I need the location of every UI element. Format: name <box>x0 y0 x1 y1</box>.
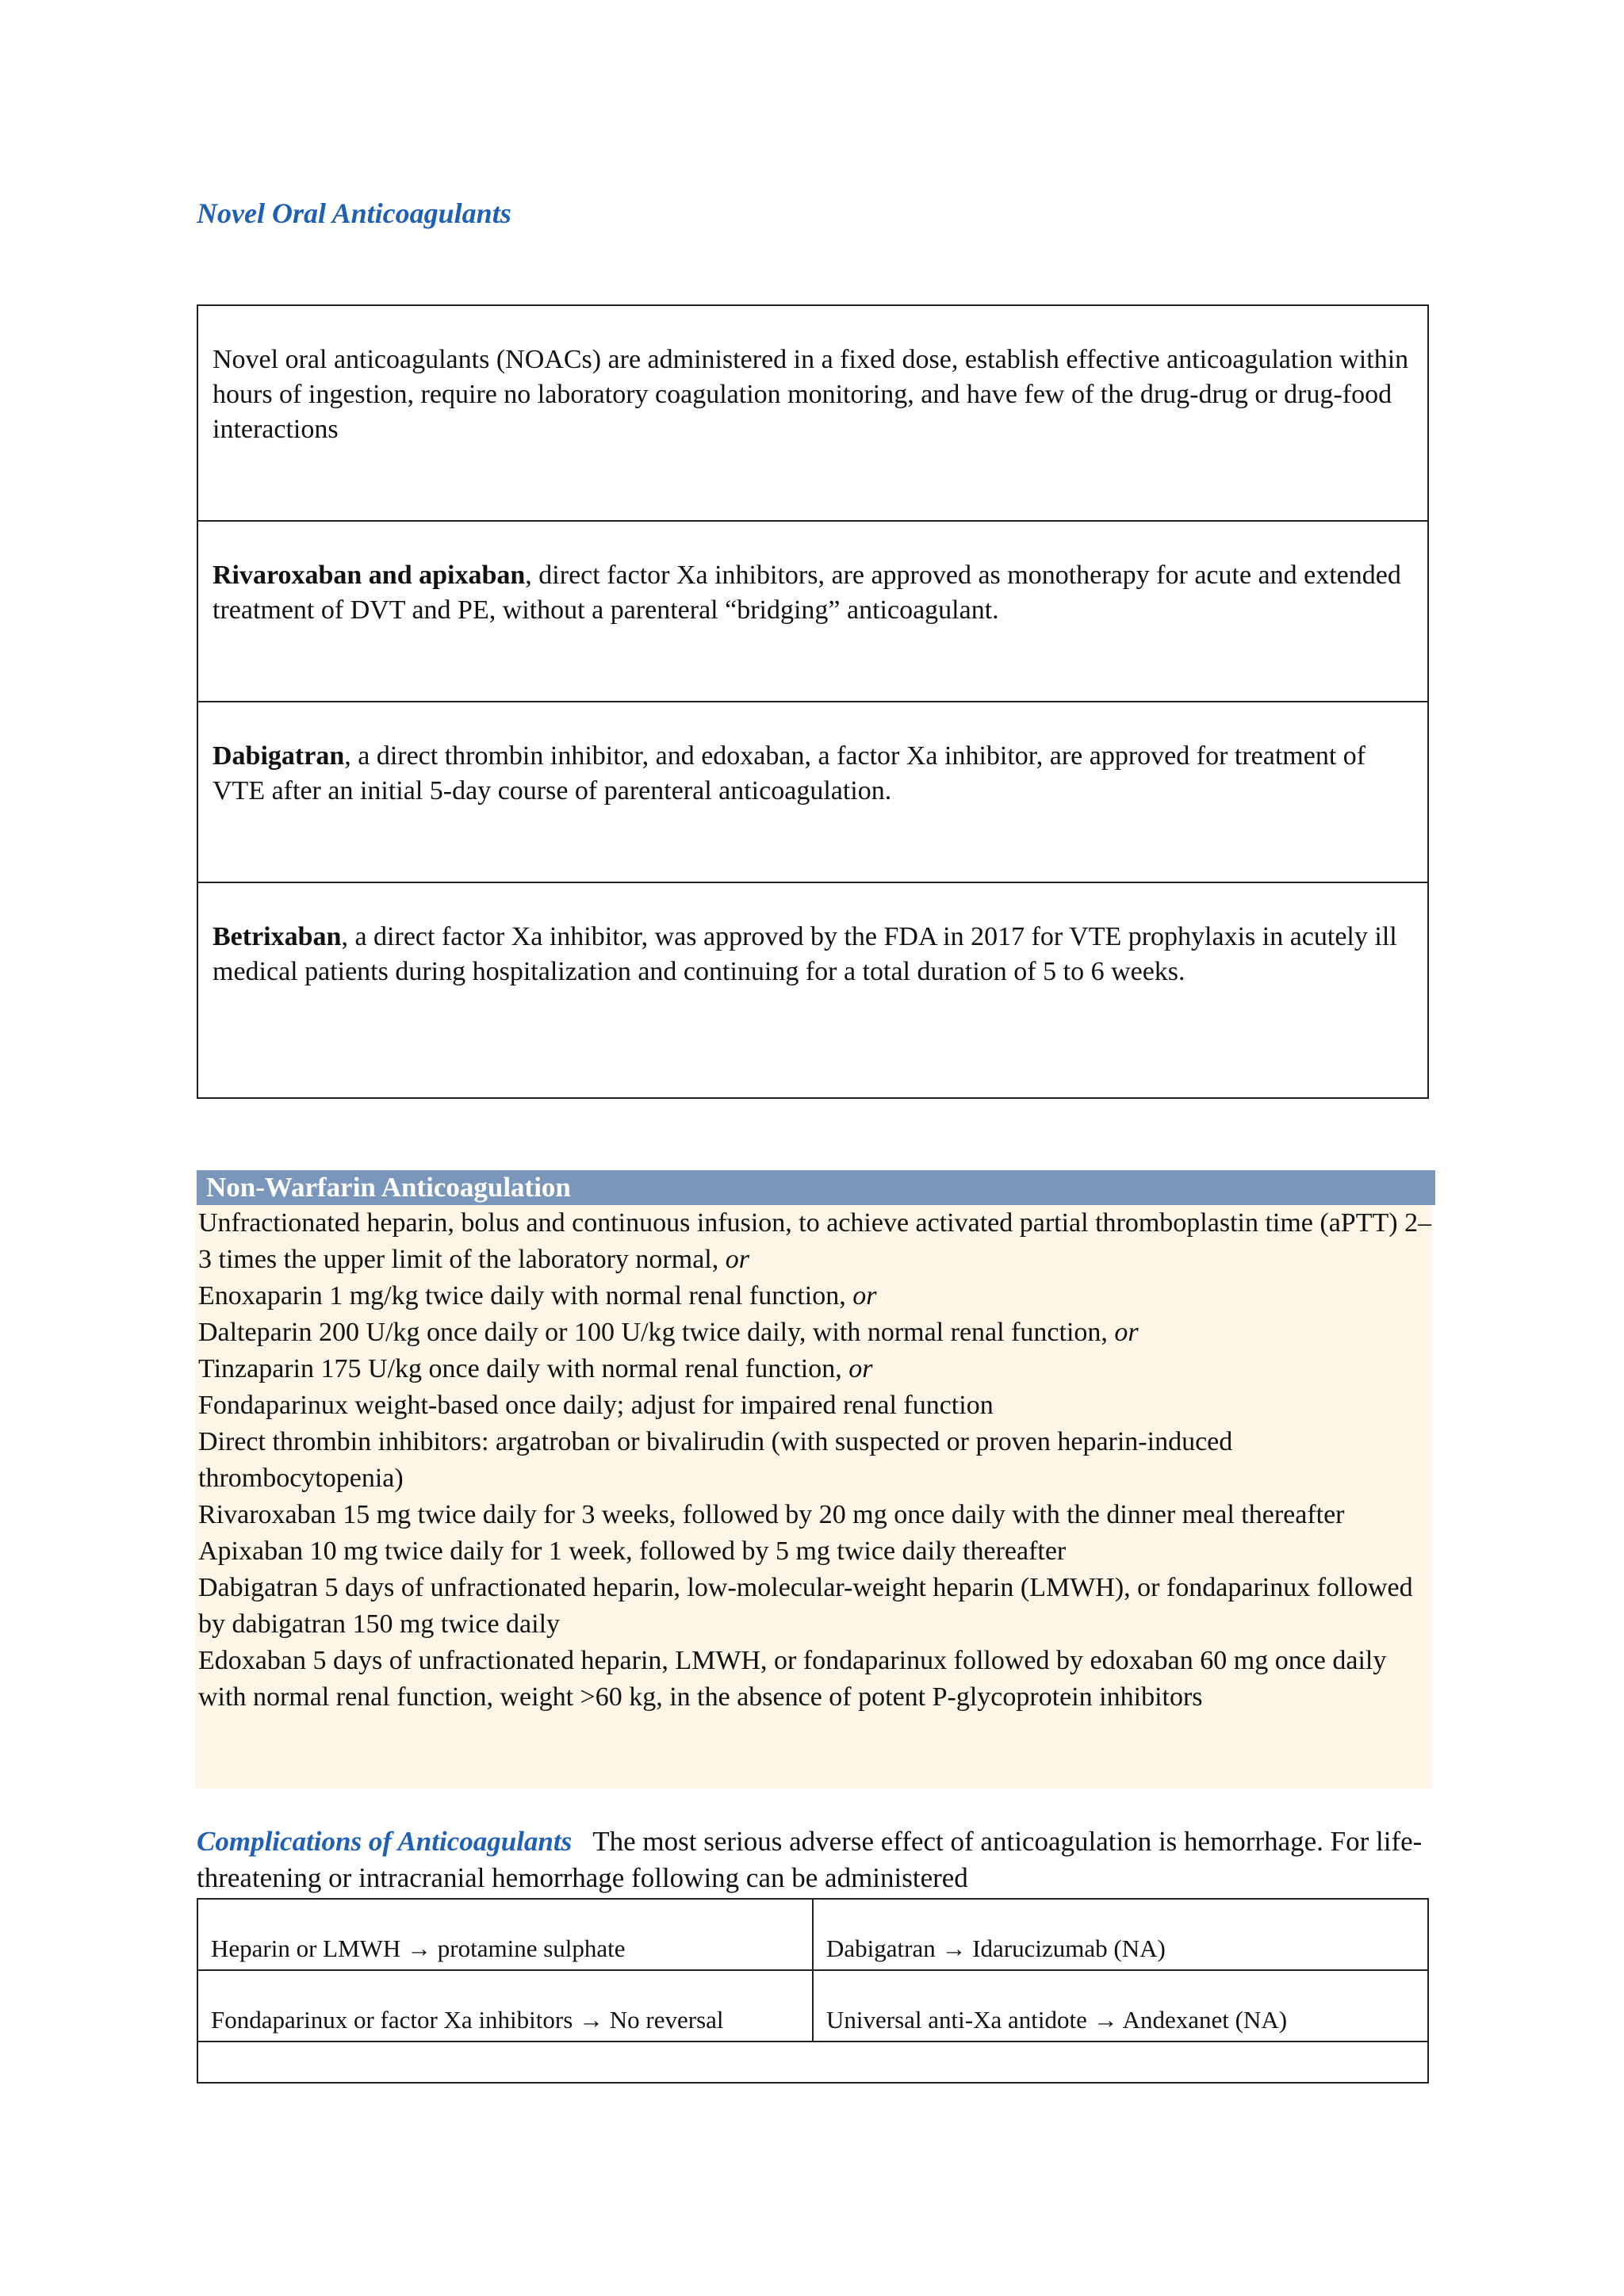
list-item <box>198 1643 1432 1716</box>
list-item <box>198 1570 1432 1643</box>
noac-row <box>197 305 1428 521</box>
item-or: or <box>725 1245 749 1274</box>
noac-row <box>197 702 1428 882</box>
item-text: Enoxaparin 1 mg/kg twice daily with normal renal function, <box>198 1281 853 1311</box>
list-item <box>198 1314 1432 1351</box>
empty-cell <box>197 2042 1428 2083</box>
reversal-cell: Dabigatran → Idarucizumab (NA) <box>813 1899 1428 1970</box>
item-text: Rivaroxaban 15 mg twice daily for 3 weeks, followed by 20 mg once daily with the dinner meal thereafter <box>198 1500 1345 1529</box>
noac-drug: Dabigatran <box>213 741 345 771</box>
item-or: or <box>1114 1318 1139 1347</box>
reversal-cell: Fondaparinux or factor Xa inhibitors → No reversal <box>197 1970 813 2042</box>
table-row-empty <box>197 2042 1428 2083</box>
table-row <box>197 1970 1428 2042</box>
list-item <box>198 1351 1432 1387</box>
noac-row <box>197 882 1428 1098</box>
item-text: Direct thrombin inhibitors: argatroban or bivalirudin (with suspected or proven heparin-induced thrombocytopenia) <box>198 1427 1233 1493</box>
reversal-cell: Universal anti-Xa antidote → Andexanet (NA) <box>813 1970 1428 2042</box>
complications-text: The most serious adverse effect of anticoagulation is hemorrhage. For life-threatening or intracranial hemorrhage following can be administered <box>197 1826 1423 1893</box>
noac-drug: Betrixaban <box>213 922 342 951</box>
item-text: Apixaban 10 mg twice daily for 1 week, followed by 5 mg twice daily thereafter <box>198 1536 1067 1566</box>
non-warfarin-box <box>195 1170 1432 1789</box>
noac-cell <box>197 702 1428 882</box>
noac-cell <box>197 521 1428 702</box>
reversal-cell: Heparin or LMWH → protamine sulphate <box>197 1899 813 1970</box>
complications-title: Complications of Anticoagulants <box>197 1826 573 1857</box>
noac-text: Novel oral anticoagulants (NOACs) are administered in a fixed dose, establish effective anticoagulation within hours of ingestion, require no laboratory coagulation monitoring, and have few of the drug-drug or drug-food interactions <box>213 345 1409 444</box>
item-text: Edoxaban 5 days of unfractionated heparin, LMWH, or fondaparinux followed by edoxaban 60 mg once daily with normal renal function, weight >60 kg, in the absence of potent P-glycoprotein inhibitors <box>198 1646 1387 1712</box>
page-title: Novel Oral Anticoagulants <box>197 197 511 229</box>
list-item <box>198 1533 1432 1570</box>
list-item <box>198 1497 1432 1533</box>
item-text: Dalteparin 200 U/kg once daily or 100 U/kg twice daily, with normal renal function, <box>198 1318 1115 1347</box>
noac-cell <box>197 882 1428 1098</box>
reversal-table <box>197 1898 1429 2084</box>
list-item <box>198 1278 1432 1314</box>
complications-paragraph <box>197 1823 1442 1896</box>
noac-table <box>197 304 1429 1099</box>
item-text: Fondaparinux weight-based once daily; adjust for impaired renal function <box>198 1391 994 1420</box>
noac-text: , a direct thrombin inhibitor, and edoxaban, a factor Xa inhibitor, are approved for treatment of VTE after an initial 5-day course of parenteral anticoagulation. <box>213 741 1366 806</box>
table-row <box>197 1899 1428 1970</box>
noac-text: , a direct factor Xa inhibitor, was approved by the FDA in 2017 for VTE prophylaxis in acutely ill medical patients during hospitalization and continuing for a total duration of 5 to 6 weeks. <box>213 922 1397 986</box>
item-text: Unfractionated heparin, bolus and continuous infusion, to achieve activated partial thromboplastin time (aPTT) 2–3 times the upper limit of the laboratory normal, <box>198 1208 1432 1274</box>
noac-row <box>197 521 1428 702</box>
list-item <box>198 1424 1432 1497</box>
non-warfarin-header: Non-Warfarin Anticoagulation <box>197 1170 1435 1205</box>
list-item <box>198 1205 1432 1278</box>
item-text: Dabigatran 5 days of unfractionated heparin, low-molecular-weight heparin (LMWH), or fondaparinux followed by dabigatran 150 mg twice daily <box>198 1573 1413 1639</box>
item-or: or <box>848 1354 873 1383</box>
noac-text: , direct factor Xa inhibitors, are approved as monotherapy for acute and extended treatment of DVT and PE, without a parenteral “bridging” anticoagulant. <box>213 561 1401 625</box>
non-warfarin-list <box>195 1205 1432 1716</box>
noac-drug: Rivaroxaban and apixaban <box>213 561 526 590</box>
item-or: or <box>852 1281 877 1311</box>
noac-cell <box>197 305 1428 521</box>
list-item <box>198 1387 1432 1424</box>
item-text: Tinzaparin 175 U/kg once daily with normal renal function, <box>198 1354 849 1383</box>
